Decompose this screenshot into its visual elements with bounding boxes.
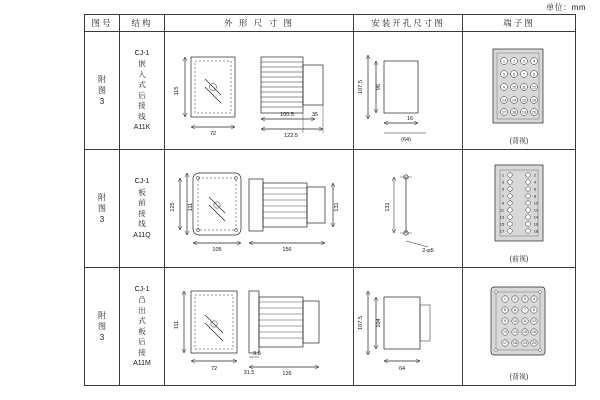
terminal-caption-2: (前视) — [509, 256, 529, 263]
terminal-drawing-1 — [463, 41, 573, 141]
outline-cell-1 — [165, 32, 354, 150]
terminal-number: 15 — [499, 221, 505, 226]
terminal-number: 3 — [524, 296, 526, 301]
terminal-cell-1 — [463, 32, 576, 150]
hole-drawing-1 — [354, 35, 460, 147]
dim-text: 126 — [282, 370, 292, 377]
structure-line: 式 — [138, 80, 146, 89]
fig-no-line: 图 — [98, 86, 106, 95]
hole-drawing-2 — [354, 153, 460, 265]
structure-line: 前 — [138, 198, 146, 207]
terminal-number: 5 — [503, 71, 505, 76]
terminal-number: 3 — [523, 58, 525, 63]
terminal-number: 10 — [512, 84, 516, 89]
terminal-number: 11 — [522, 84, 526, 89]
outline-drawing-2 — [165, 153, 351, 265]
fig-no-line: 3 — [99, 97, 105, 106]
structure-code: A11K — [133, 124, 151, 131]
outline-cell-2 — [165, 150, 354, 268]
structure-line: 凸 — [138, 295, 146, 304]
table-row — [85, 268, 576, 386]
fig-no-cell-1 — [85, 32, 120, 150]
dim-text: 156 — [282, 246, 292, 253]
table-row — [85, 32, 576, 150]
dim-text: 96 — [376, 83, 382, 90]
structure-code: A11Q — [133, 231, 151, 239]
terminal-number: 17 — [503, 340, 507, 345]
dim-text: 111 — [174, 320, 180, 329]
dim-text: 131 — [385, 201, 391, 212]
terminal-number: 16 — [533, 221, 539, 226]
unit-note: 单位：mm — [546, 3, 586, 12]
terminal-number: 4 — [533, 296, 535, 301]
fig-no-line: 附 — [98, 311, 106, 320]
structure-model: CJ-1 — [134, 285, 150, 293]
terminal-number: 20 — [532, 109, 536, 114]
specification-table — [84, 14, 576, 386]
structure-cell-1 — [120, 32, 165, 150]
fig-no-line: 图 — [98, 204, 106, 213]
structure-cell-3 — [120, 268, 165, 386]
terminal-number: 7 — [524, 307, 526, 312]
structure-line: 线 — [138, 219, 146, 228]
terminal-number: 8 — [533, 193, 537, 198]
terminal-number: 18 — [512, 109, 516, 114]
terminal-number: 14 — [513, 329, 517, 334]
fig-no-label-3 — [85, 310, 119, 343]
structure-line: 入 — [138, 69, 146, 79]
dim-text: 35 — [311, 111, 319, 118]
structure-line: 接 — [138, 208, 146, 218]
structure-line: 板 — [138, 326, 146, 336]
terminal-number: 16 — [532, 97, 536, 102]
dim-text: 115 — [174, 86, 180, 95]
dim-text: 9.5 — [253, 350, 261, 357]
terminal-caption-1: (背视) — [509, 138, 529, 145]
terminal-number: 11 — [523, 318, 527, 323]
terminal-number: 8 — [533, 71, 535, 76]
terminal-number: 20 — [532, 340, 536, 345]
structure-model: CJ-1 — [134, 49, 150, 57]
structure-model: CJ-1 — [134, 178, 150, 185]
hole-cell-3 — [354, 268, 463, 386]
structure-label-2 — [120, 174, 164, 243]
terminal-number: 6 — [513, 71, 515, 76]
terminal-number: 1 — [501, 172, 505, 177]
terminal-number: 14 — [512, 97, 516, 102]
terminal-number: 5 — [501, 186, 505, 191]
dim-text: 72 — [210, 365, 218, 372]
terminal-number: 9 — [501, 200, 505, 205]
hole-cell-1 — [354, 32, 463, 150]
terminal-drawing-3 — [463, 277, 573, 377]
dim-text: 31.5 — [243, 369, 255, 376]
structure-line: 线 — [138, 111, 146, 121]
terminal-number: 4 — [533, 58, 535, 63]
dim-text: 72 — [209, 130, 217, 137]
terminal-number: 1 — [503, 58, 505, 63]
terminal-number: 13 — [502, 97, 506, 102]
dim-text: 107.5 — [358, 79, 364, 94]
terminal-number: 19 — [522, 109, 526, 114]
structure-line: 板 — [138, 187, 146, 197]
dim-text: (64) — [401, 136, 411, 143]
terminal-number: 3 — [501, 179, 505, 184]
terminal-number: 6 — [514, 307, 516, 312]
terminal-cell-3 — [463, 268, 576, 386]
structure-cell-2 — [120, 150, 165, 268]
structure-code: A11M — [133, 360, 151, 367]
terminal-number: 12 — [533, 207, 539, 212]
structure-line: 接 — [138, 347, 146, 357]
terminal-number: 18 — [533, 228, 539, 233]
terminal-number: 17 — [502, 109, 506, 114]
terminal-number: 6 — [533, 186, 537, 191]
terminal-number: 5 — [504, 307, 506, 312]
dim-text: 105 — [212, 246, 222, 253]
terminal-number: 18 — [513, 340, 517, 345]
terminal-number: 19 — [523, 340, 527, 345]
terminal-number: 13 — [503, 329, 507, 334]
structure-line: 式 — [138, 316, 146, 325]
dim-text: 125 — [170, 201, 176, 212]
fig-no-label-2 — [85, 192, 119, 225]
terminal-drawing-2 — [463, 159, 573, 259]
hole-drawing-3 — [354, 271, 460, 383]
terminal-number: 16 — [532, 329, 536, 334]
fig-no-line: 3 — [99, 215, 105, 224]
terminal-number: 10 — [513, 318, 517, 323]
terminal-number: 11 — [499, 207, 505, 212]
dim-text: 100.5 — [280, 111, 294, 118]
structure-line: 后 — [138, 90, 146, 100]
terminal-number: 7 — [501, 193, 505, 198]
table-header-row — [85, 15, 576, 32]
fig-no-line: 附 — [98, 75, 106, 84]
terminal-number: 12 — [532, 318, 536, 323]
terminal-number: 9 — [503, 84, 505, 89]
structure-label-3 — [120, 282, 164, 372]
dim-text: 64 — [398, 365, 406, 372]
header-hole: 安装开孔尺寸图 — [354, 15, 463, 32]
fig-no-line: 附 — [98, 193, 106, 202]
terminal-number: 2 — [514, 296, 516, 301]
header-structure: 结构 — [120, 15, 165, 32]
dim-text: 131 — [334, 201, 340, 212]
outline-drawing-3 — [165, 271, 351, 383]
table-row — [85, 150, 576, 268]
terminal-number: 8 — [533, 307, 535, 312]
dim-text: 122.5 — [284, 132, 298, 139]
terminal-number: 7 — [523, 71, 525, 76]
fig-no-line: 图 — [98, 322, 106, 331]
terminal-number: 2 — [513, 58, 515, 63]
terminal-number: 14 — [533, 214, 539, 219]
terminal-number: 2 — [533, 172, 537, 177]
fig-no-cell-2 — [85, 150, 120, 268]
terminal-number: 4 — [533, 179, 537, 184]
terminal-number: 9 — [504, 318, 506, 323]
fig-no-cell-3 — [85, 268, 120, 386]
terminal-number: 17 — [499, 228, 505, 233]
dim-text: 107.5 — [358, 315, 364, 330]
header-outline: 外 形 尺 寸 图 — [165, 15, 354, 32]
terminal-number: 12 — [532, 84, 536, 89]
outline-drawing-1 — [165, 35, 351, 147]
dim-text: 111 — [188, 202, 194, 211]
fig-no-line: 3 — [99, 333, 105, 342]
terminal-number: 13 — [499, 214, 505, 219]
dim-text: 16 — [406, 115, 414, 122]
fig-no-label-1 — [85, 74, 119, 107]
header-terminal: 端子图 — [463, 15, 576, 32]
terminal-number: 10 — [533, 200, 539, 205]
outline-cell-3 — [165, 268, 354, 386]
structure-line: 出 — [138, 305, 146, 315]
terminal-number: 1 — [504, 296, 506, 301]
structure-label-1 — [120, 46, 164, 136]
hole-cell-2 — [354, 150, 463, 268]
dim-text: 2-φ5 — [422, 247, 434, 254]
terminal-number: 15 — [523, 329, 527, 334]
terminal-caption-3: (背视) — [509, 374, 529, 381]
dim-text: 104 — [376, 317, 382, 328]
terminal-cell-2 — [463, 150, 576, 268]
terminal-number: 15 — [522, 97, 526, 102]
structure-line: 嵌 — [138, 59, 146, 68]
structure-line: 接 — [138, 101, 146, 110]
header-fig-no: 图号 — [85, 15, 120, 32]
structure-line: 后 — [138, 337, 146, 346]
